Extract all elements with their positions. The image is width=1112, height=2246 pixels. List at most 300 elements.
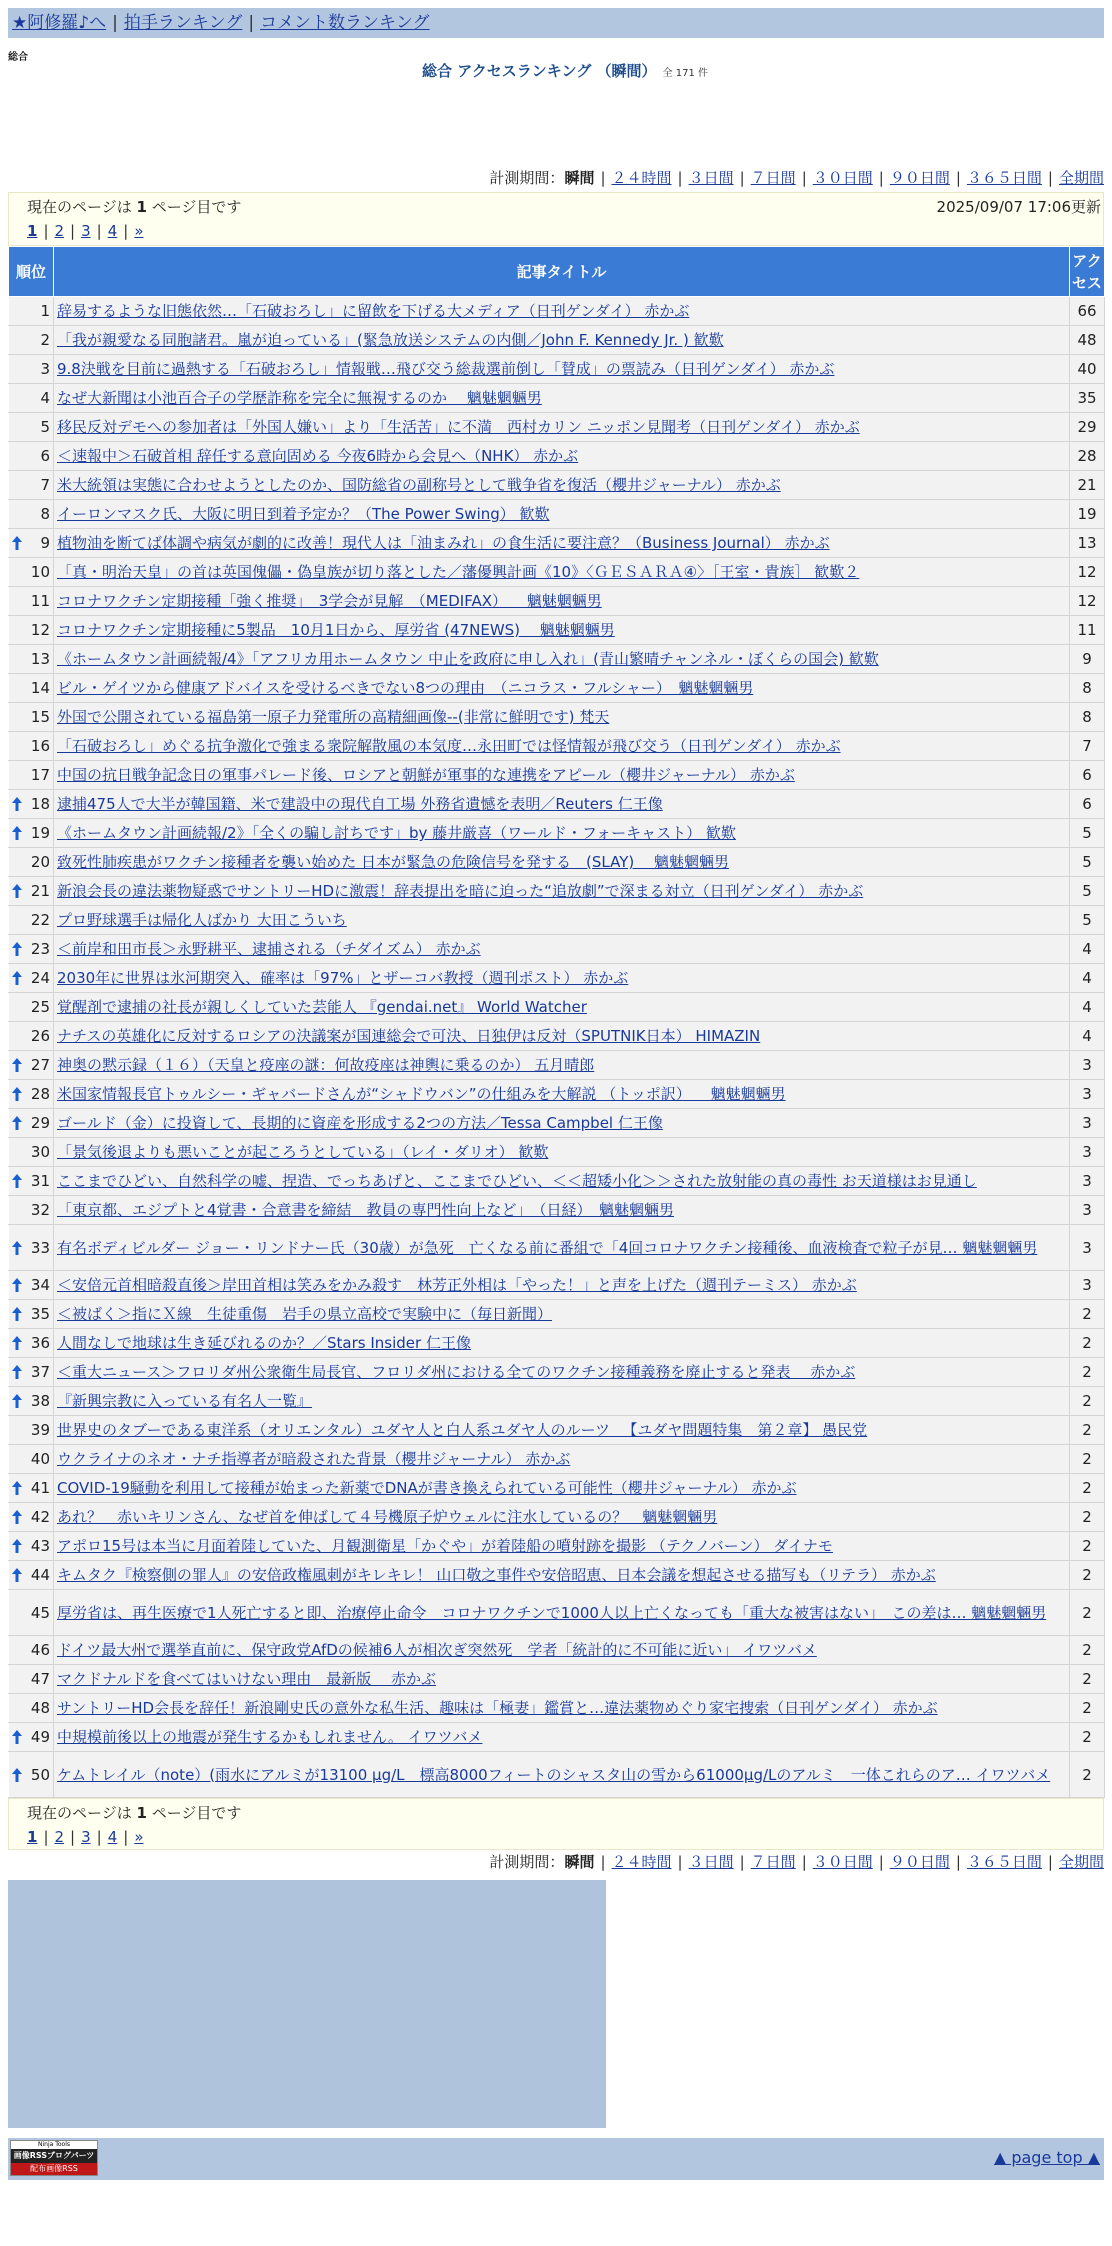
title-cell	[54, 558, 1070, 587]
rank-up-arrow-icon	[12, 536, 22, 550]
table-row	[9, 703, 1105, 732]
access-count: 48	[1070, 326, 1105, 355]
period-option-link[interactable]: ９０日間	[889, 169, 950, 187]
access-count: 40	[1070, 355, 1105, 384]
access-count: 4	[1070, 964, 1105, 993]
pager-next-link[interactable]: »	[134, 222, 144, 240]
rank-cell	[9, 906, 54, 935]
title-cell	[54, 1271, 1070, 1300]
access-count: 2	[1070, 1387, 1105, 1416]
article-link[interactable]: 中国の抗日戦争記念日の軍事パレード後、ロシアと朝鮮が軍事的な連携をアピール（櫻井ジャーナル） 赤かぶ	[57, 766, 795, 784]
article-link[interactable]: 覚醒剤で逮捕の社長が親しくしていた芸能人 『gendai.net』 World Watcher	[57, 998, 587, 1016]
pager-page-link[interactable]: 4	[107, 1828, 118, 1846]
rank-number: 20	[30, 853, 50, 871]
access-count: 9	[1070, 645, 1105, 674]
title-cell	[54, 674, 1070, 703]
rank-up-arrow-icon	[12, 884, 22, 898]
article-link[interactable]: コロナワクチン定期接種「強く推奨」 3学会が見解 （MEDIFAX） 魑魅魍魎男	[57, 592, 602, 610]
access-count: 2	[1070, 1300, 1105, 1329]
article-link[interactable]: 「石破おろし」めぐる抗争激化で強まる衆院解散風の本気度…永田町では怪情報が飛び交う（日刊ゲンダイ） 赤かぶ	[57, 737, 841, 755]
rank-cell	[9, 1445, 54, 1474]
rank-number: 15	[30, 708, 50, 726]
access-count: 8	[1070, 703, 1105, 732]
article-link[interactable]: プロ野球選手は帰化人ばかり 大田こういち	[57, 911, 347, 929]
title-cell	[54, 964, 1070, 993]
article-link[interactable]: ドイツ最大州で選挙直前に、保守政党AfDの候補6人が相次ぎ突然死 学者「統計的に不可能に近い」 イワツバメ	[57, 1641, 817, 1659]
period-option-link[interactable]: ３日間	[688, 169, 734, 187]
article-link[interactable]: 9.8決戦を目前に過熱する「石破おろし」情報戦…飛び交う総裁選前倒し「賛成」の票読み（日刊ゲンダイ） 赤かぶ	[57, 360, 835, 378]
title-cell	[54, 1387, 1070, 1416]
table-row	[9, 355, 1105, 384]
access-count: 11	[1070, 616, 1105, 645]
separator: |	[955, 1853, 961, 1871]
article-link[interactable]: 「真・明治天皇」の首は英国傀儡・偽皇族が切り落とした／藩優興計画《10》〈ＧＥＳＡＲＡ④〉［王室・貴族］ 歓歎２	[57, 563, 860, 581]
table-row	[9, 674, 1105, 703]
table-row	[9, 1590, 1105, 1636]
title-cell	[54, 1694, 1070, 1723]
rank-number: 45	[30, 1603, 50, 1622]
article-link[interactable]: 厚労省は、再生医療で1人死亡すると即、治療停止命令 コロナワクチンで1000人以上亡くなっても「重大な被害はない」 この差は… 魑魅魍魎男	[57, 1603, 1047, 1622]
period-option-link[interactable]: ７日間	[750, 1853, 796, 1871]
rank-number: 12	[30, 621, 50, 639]
access-count: 21	[1070, 471, 1105, 500]
rank-cell	[9, 993, 54, 1022]
pager-current-page[interactable]: 1	[27, 222, 38, 240]
applause-ranking-link[interactable]: 拍手ランキング	[123, 13, 243, 33]
title-cell	[54, 1561, 1070, 1590]
rank-number: 16	[30, 737, 50, 755]
separator: |	[677, 1853, 683, 1871]
rank-cell	[9, 1590, 54, 1636]
table-row	[9, 1445, 1105, 1474]
rank-cell	[9, 442, 54, 471]
article-link[interactable]: 新浪会長の違法薬物疑惑でサントリーHDに激震！辞表提出を暗に迫った“追放劇”で深まる対立（日刊ゲンダイ） 赤かぶ	[57, 882, 864, 900]
article-link[interactable]: ナチスの英雄化に反対するロシアの決議案が国連総会で可決、日独伊は反対（SPUTNIK日本） HIMAZIN	[57, 1027, 761, 1045]
table-row	[9, 1022, 1105, 1051]
rank-number: 9	[40, 534, 50, 552]
table-row	[9, 819, 1105, 848]
access-count: 5	[1070, 906, 1105, 935]
article-link[interactable]: 「我が親愛なる同胞諸君。嵐が迫っている」(緊急放送システムの内側／John F. Kennedy Jr. ) 歓歎	[57, 331, 724, 349]
table-row	[9, 877, 1105, 906]
table-row	[9, 529, 1105, 558]
table-row	[9, 906, 1105, 935]
article-link[interactable]: COVID-19騒動を利用して接種が始まった新薬でDNAが書き換えられている可能性（櫻井ジャーナル） 赤かぶ	[57, 1479, 797, 1497]
rank-cell	[9, 1474, 54, 1503]
rank-cell	[9, 732, 54, 761]
separator: |	[600, 1853, 606, 1871]
updated-timestamp: 2025/09/07 17:06更新	[936, 198, 1101, 216]
badge-bottom-text: 配布画像RSS	[11, 2163, 97, 2175]
article-link[interactable]: 逮捕475人で大半が韓国籍、米で建設中の現代自工場 外務省遺憾を表明／Reuters 仁王像	[57, 795, 663, 813]
separator: |	[677, 169, 683, 187]
table-row	[9, 326, 1105, 355]
title-cell	[54, 297, 1070, 326]
article-link[interactable]: ここまでひどい、自然科学の嘘、捏造、でっちあげと、ここまでひどい、＜＜超矮小化＞＞された放射能の真の毒性 お天道様はお見通し	[57, 1172, 977, 1190]
rank-up-arrow-icon	[12, 1116, 22, 1130]
title-cell	[54, 1109, 1070, 1138]
table-row	[9, 1416, 1105, 1445]
period-selector	[8, 168, 1104, 190]
article-link[interactable]: 致死性肺疾患がワクチン接種者を襲い始めた 日本が緊急の危険信号を発する (SLAY) 魑魅魍魎男	[57, 853, 729, 871]
article-link[interactable]: 有名ボディビルダー ジョー・リンドナー氏（30歳）が急死 亡くなる前に番組で「4回コロナワクチン接種後、血液検査で粒子が見… 魑魅魍魎男	[57, 1238, 1038, 1257]
table-row	[9, 1503, 1105, 1532]
period-option-link[interactable]: ３６５日間	[966, 169, 1042, 187]
ad-spacer	[0, 82, 1112, 168]
period-option-link[interactable]: 全期間	[1058, 1853, 1104, 1871]
access-count: 3	[1070, 1138, 1105, 1167]
access-count: 3	[1070, 1167, 1105, 1196]
rank-number: 7	[40, 476, 50, 494]
rank-number: 48	[30, 1699, 50, 1717]
top-nav-bar	[8, 8, 1104, 38]
article-link[interactable]: ビル・ゲイツから健康アドバイスを受けるべきでない8つの理由 （ニコラス・フルシャー） 魑魅魍魎男	[57, 679, 754, 697]
rank-number: 39	[30, 1421, 50, 1439]
table-row	[9, 413, 1105, 442]
table-row	[9, 1271, 1105, 1300]
period-option-link[interactable]: ３６５日間	[966, 1853, 1042, 1871]
access-count: 2	[1070, 1636, 1105, 1665]
rank-up-arrow-icon	[12, 942, 22, 956]
table-row	[9, 297, 1105, 326]
rank-number: 1	[40, 302, 50, 320]
article-link[interactable]: キムタク『検察側の罪人』の安倍政権風刺がキレキレ！ 山口敬之事件や安倍昭恵、日本会議を想起させる描写も（リテラ） 赤かぶ	[57, 1566, 936, 1584]
rank-number: 35	[30, 1305, 50, 1323]
title-cell	[54, 1723, 1070, 1752]
rank-up-arrow-icon	[12, 1730, 22, 1744]
rank-number: 29	[30, 1114, 50, 1132]
rank-number: 42	[30, 1508, 50, 1526]
access-count: 6	[1070, 790, 1105, 819]
table-row	[9, 1694, 1105, 1723]
rank-cell	[9, 384, 54, 413]
title-cell	[54, 1752, 1070, 1798]
table-header-row	[9, 247, 1105, 297]
page-title	[0, 60, 1112, 82]
article-link[interactable]: 米大統領は実態に合わせようとしたのか、国防総省の副称号として戦争省を復活（櫻井ジャーナル） 赤かぶ	[57, 476, 781, 494]
rank-cell	[9, 297, 54, 326]
rank-number: 43	[30, 1537, 50, 1555]
table-row	[9, 1723, 1105, 1752]
table-row	[9, 1561, 1105, 1590]
title-cell	[54, 935, 1070, 964]
ad-box	[8, 1880, 606, 2128]
period-option-link[interactable]: ３０日間	[812, 1853, 873, 1871]
title-cell	[54, 1416, 1070, 1445]
rank-cell	[9, 355, 54, 384]
rank-up-arrow-icon	[12, 1365, 22, 1379]
pager	[27, 219, 1085, 243]
rank-cell	[9, 1561, 54, 1590]
comment-ranking-link[interactable]: コメント数ランキング	[260, 13, 430, 33]
rank-cell	[9, 790, 54, 819]
article-link[interactable]: 辞易するような旧態依然…「石破おろし」に留飲を下げる大メディア（日刊ゲンダイ） 赤かぶ	[57, 302, 690, 320]
title-cell	[54, 1474, 1070, 1503]
access-count: 3	[1070, 1225, 1105, 1271]
title-cell	[54, 1532, 1070, 1561]
article-link[interactable]: 《ホームタウン計画続報/2》「全くの騙し討ちです」by 藤井厳喜（ワールド・フォーキャスト） 歓歎	[57, 824, 736, 842]
table-row	[9, 935, 1105, 964]
separator: |	[43, 1828, 49, 1846]
title-cell	[54, 355, 1070, 384]
period-option-link[interactable]: ７日間	[750, 169, 796, 187]
period-option-current: 瞬間	[564, 169, 595, 187]
rank-number: 40	[30, 1450, 50, 1468]
rank-number: 4	[40, 389, 50, 407]
article-link[interactable]: アポロ15号は本当に月面着陸していた、月観測衛星「かぐや」が着陸船の噴射跡を撮影 （テクノバーン） ダイナモ	[57, 1537, 833, 1555]
title-cell	[54, 703, 1070, 732]
article-link[interactable]: ケムトレイル（note）(雨水にアルミが13100 μg/L 標高8000フィートのシャスタ山の雪から61000μg/Lのアルミ 一体これらのア… イワツバメ	[57, 1765, 1051, 1784]
access-column-header: アクセス	[1070, 247, 1105, 297]
access-count: 12	[1070, 558, 1105, 587]
article-link[interactable]: 《ホームタウン計画続報/4》「アフリカ用ホームタウン 中止を政府に申し入れ」(青山繁晴チャンネル・ぼくらの国会) 歓歎	[57, 650, 879, 668]
rank-cell	[9, 529, 54, 558]
rank-cell	[9, 1723, 54, 1752]
category-label: 総合	[8, 52, 28, 63]
rank-number: 44	[30, 1566, 50, 1584]
access-count: 3	[1070, 1080, 1105, 1109]
page-top-link[interactable]: ▲ page top ▲	[993, 2148, 1100, 2167]
period-option-link[interactable]: ９０日間	[889, 1853, 950, 1871]
title-cell	[54, 1329, 1070, 1358]
rank-cell	[9, 1387, 54, 1416]
table-row	[9, 1109, 1105, 1138]
access-count: 3	[1070, 1196, 1105, 1225]
rank-number: 38	[30, 1392, 50, 1410]
separator: |	[739, 1853, 745, 1871]
access-count: 2	[1070, 1752, 1105, 1798]
table-row	[9, 500, 1105, 529]
title-cell	[54, 529, 1070, 558]
rank-number: 22	[30, 911, 50, 929]
title-cell	[54, 326, 1070, 355]
access-count: 2	[1070, 1416, 1105, 1445]
article-link[interactable]: 「景気後退よりも悪いことが起ころうとしている」（レイ・ダリオ） 歓歎	[57, 1143, 549, 1161]
ninja-rss-badge[interactable]	[10, 2140, 98, 2176]
separator: |	[123, 222, 129, 240]
access-count: 6	[1070, 761, 1105, 790]
separator: |	[96, 222, 102, 240]
rank-cell	[9, 1138, 54, 1167]
rank-cell	[9, 587, 54, 616]
article-link[interactable]: 世界史のタブーである東洋系（オリエンタル）ユダヤ人と白人系ユダヤ人のルーツ 【ユダヤ問題特集 第２章】 愚民党	[57, 1421, 868, 1439]
period-option-link[interactable]: ３０日間	[812, 169, 873, 187]
rank-number: 8	[40, 505, 50, 523]
table-row	[9, 645, 1105, 674]
table-row	[9, 1196, 1105, 1225]
rank-up-arrow-icon	[12, 1510, 22, 1524]
article-link[interactable]: 中規模前後以上の地震が発生するかもしれません。 イワツバメ	[57, 1728, 483, 1746]
rank-cell	[9, 1300, 54, 1329]
article-link[interactable]: ＜前岸和田市長＞永野耕平、逮捕される（チダイズム） 赤かぶ	[57, 940, 481, 958]
pager-current-page[interactable]: 1	[27, 1828, 38, 1846]
rank-cell	[9, 848, 54, 877]
article-link[interactable]: ＜重大ニュース＞フロリダ州公衆衛生局長官、フロリダ州における全てのワクチン接種義務を廃止すると発表 赤かぶ	[57, 1363, 856, 1381]
article-link[interactable]: ＜被ばく＞指にＸ線 生徒重傷 岩手の県立高校で実験中に（毎日新聞）	[57, 1305, 553, 1323]
rank-number: 3	[40, 360, 50, 378]
separator: |	[1047, 169, 1053, 187]
period-option-current: 瞬間	[564, 1853, 595, 1871]
separator: |	[70, 222, 76, 240]
separator: |	[600, 169, 606, 187]
title-cell	[54, 848, 1070, 877]
period-option-link[interactable]: ２４時間	[611, 1853, 672, 1871]
rank-up-arrow-icon	[12, 1087, 22, 1101]
rank-number: 2	[40, 331, 50, 349]
rank-up-arrow-icon	[12, 1568, 22, 1582]
title-cell	[54, 1138, 1070, 1167]
title-cell	[54, 906, 1070, 935]
period-label: 計測期間：	[489, 169, 565, 187]
article-link[interactable]: ＜安倍元首相暗殺直後＞岸田首相は笑みをかみ殺す 林芳正外相は「やった！」と声を上げた（週刊テーミス） 赤かぶ	[57, 1276, 857, 1294]
access-count: 5	[1070, 848, 1105, 877]
article-link[interactable]: 「東京都、エジプトと4覚書・合意書を締結 教員の専門性向上など」 （日経） 魑魅魍魎男	[57, 1201, 675, 1219]
table-row	[9, 471, 1105, 500]
title-cell	[54, 1196, 1070, 1225]
table-row	[9, 1167, 1105, 1196]
access-count: 28	[1070, 442, 1105, 471]
article-link[interactable]: 神奥の黙示録（１６）（天皇と疫座の謎：何故疫座は神輿に乗るのか） 五月晴郎	[57, 1056, 595, 1074]
article-link[interactable]: 2030年に世界は氷河期突入、確率は「97%」とザーコバ教授（週刊ポスト） 赤かぶ	[57, 969, 629, 987]
table-row	[9, 1225, 1105, 1271]
rank-cell	[9, 1694, 54, 1723]
rank-number: 36	[30, 1334, 50, 1352]
rank-number: 32	[30, 1201, 50, 1219]
rank-number: 18	[30, 795, 50, 813]
rank-cell	[9, 1167, 54, 1196]
title-cell	[54, 732, 1070, 761]
title-cell	[54, 877, 1070, 906]
rank-cell	[9, 1416, 54, 1445]
rank-cell	[9, 1109, 54, 1138]
pager-page-link[interactable]: 2	[54, 222, 65, 240]
period-option-link[interactable]: ３日間	[688, 1853, 734, 1871]
page-title-text: 総合 アクセスランキング （瞬間）	[422, 62, 657, 80]
pager-page-link[interactable]: 4	[107, 222, 118, 240]
article-link[interactable]: ウクライナのネオ・ナチ指導者が暗殺された背景（櫻井ジャーナル） 赤かぶ	[57, 1450, 571, 1468]
rank-number: 31	[30, 1172, 50, 1190]
pager-page-link[interactable]: 3	[81, 1828, 91, 1846]
table-row	[9, 1387, 1105, 1416]
article-link[interactable]: ゴールド（金）に投資して、長期的に資産を形成する2つの方法／Tessa Campbel 仁王像	[57, 1114, 663, 1132]
table-row	[9, 1080, 1105, 1109]
rank-cell	[9, 1752, 54, 1798]
access-count: 35	[1070, 384, 1105, 413]
title-column-header: 記事タイトル	[54, 247, 1070, 297]
title-cell	[54, 761, 1070, 790]
separator: |	[112, 13, 118, 33]
title-cell	[54, 1022, 1070, 1051]
separator: |	[739, 169, 745, 187]
pager-page-link[interactable]: 3	[81, 222, 91, 240]
rank-up-arrow-icon	[12, 1307, 22, 1321]
article-link[interactable]: マクドナルドを食べてはいけない理由 最新版 赤かぶ	[57, 1670, 437, 1688]
rank-up-arrow-icon	[12, 797, 22, 811]
badge-top-text: Ninja Tools	[38, 2141, 70, 2148]
rank-cell	[9, 1636, 54, 1665]
access-count: 29	[1070, 413, 1105, 442]
rank-number: 19	[30, 824, 50, 842]
article-link[interactable]: 外国で公開されている福島第一原子力発電所の高精細画像--(非常に鮮明です) 梵天	[57, 708, 610, 726]
article-link[interactable]: コロナワクチン定期接種に5製品 10月1日から、厚労省 (47NEWS) 魑魅魍魎男	[57, 621, 615, 639]
rank-cell	[9, 645, 54, 674]
table-row	[9, 384, 1105, 413]
access-count: 4	[1070, 935, 1105, 964]
rank-number: 27	[30, 1056, 50, 1074]
article-link[interactable]: イーロンマスク氏、大阪に明日到着予定か？（The Power Swing） 歓歎	[57, 505, 550, 523]
rank-up-arrow-icon	[12, 1241, 22, 1255]
table-row	[9, 442, 1105, 471]
table-row	[9, 1752, 1105, 1798]
period-option-link[interactable]: 全期間	[1058, 169, 1104, 187]
table-row	[9, 1300, 1105, 1329]
access-count: 12	[1070, 587, 1105, 616]
period-selector-bottom	[8, 1852, 1104, 1874]
rank-cell	[9, 819, 54, 848]
table-row	[9, 761, 1105, 790]
rank-number: 50	[30, 1765, 50, 1784]
rank-cell	[9, 1665, 54, 1694]
rank-number: 26	[30, 1027, 50, 1045]
table-row	[9, 1051, 1105, 1080]
article-link[interactable]: 移民反対デモへの参加者は「外国人嫌い」より「生活苦」に不満 西村カリン ニッポン見聞考（日刊ゲンダイ） 赤かぶ	[57, 418, 860, 436]
rank-cell	[9, 964, 54, 993]
title-cell	[54, 645, 1070, 674]
rank-number: 47	[30, 1670, 50, 1688]
article-link[interactable]: サントリーHD会長を辞任！新浪剛史氏の意外な私生活、趣味は「極妻」鑑賞と…違法薬物めぐり家宅捜索（日刊ゲンダイ） 赤かぶ	[57, 1699, 938, 1717]
rank-cell	[9, 674, 54, 703]
rank-cell	[9, 761, 54, 790]
rank-number: 17	[30, 766, 50, 784]
access-count: 2	[1070, 1723, 1105, 1752]
access-count: 2	[1070, 1445, 1105, 1474]
article-link[interactable]: 米国家情報長官トゥルシー・ギャバードさんが“シャドウバン”の仕組みを大解説 （トッポ訳） 魑魅魍魎男	[57, 1085, 786, 1103]
rank-number: 11	[30, 592, 50, 610]
footer-bar	[8, 2138, 1104, 2180]
title-cell	[54, 471, 1070, 500]
period-option-link[interactable]: ２４時間	[611, 169, 672, 187]
pager-next-link[interactable]: »	[134, 1828, 144, 1846]
table-row	[9, 1665, 1105, 1694]
article-link[interactable]: なぜ大新聞は小池百合子の学歴詐称を完全に無視するのか 魑魅魍魎男	[57, 389, 542, 407]
article-link[interactable]: 植物油を断てば体調や病気が劇的に改善！現代人は「油まみれ」の食生活に要注意？（Business Journal） 赤かぶ	[57, 534, 830, 552]
article-link[interactable]: あれ？ 赤いキリンさん、なぜ首を伸ばして４号機原子炉ウェルに注水しているの？ 魑魅魍魎男	[57, 1508, 718, 1526]
page-info-box	[8, 192, 1104, 246]
title-cell	[54, 1051, 1070, 1080]
article-link[interactable]: 『新興宗教に入っている有名人一覧』	[57, 1392, 313, 1410]
article-link[interactable]: ＜速報中＞石破首相 辞任する意向固める 今夜6時から会見へ（NHK） 赤かぶ	[57, 447, 579, 465]
separator: |	[1047, 1853, 1053, 1871]
access-count: 2	[1070, 1329, 1105, 1358]
rank-number: 37	[30, 1363, 50, 1381]
rank-cell	[9, 703, 54, 732]
rank-cell	[9, 1271, 54, 1300]
access-count: 5	[1070, 877, 1105, 906]
rank-cell	[9, 877, 54, 906]
ranking-table	[8, 246, 1105, 1798]
rank-number: 14	[30, 679, 50, 697]
rank-up-arrow-icon	[12, 1481, 22, 1495]
rank-cell	[9, 326, 54, 355]
title-cell	[54, 1167, 1070, 1196]
separator: |	[801, 169, 807, 187]
article-link[interactable]: 人間なしで地球は生き延びれるのか？／Stars Insider 仁王像	[57, 1334, 471, 1352]
asyura-home-link[interactable]: ★阿修羅♪へ	[12, 13, 107, 33]
rank-number: 24	[30, 969, 50, 987]
rank-cell	[9, 1080, 54, 1109]
separator: |	[43, 222, 49, 240]
pager-page-link[interactable]: 2	[54, 1828, 65, 1846]
